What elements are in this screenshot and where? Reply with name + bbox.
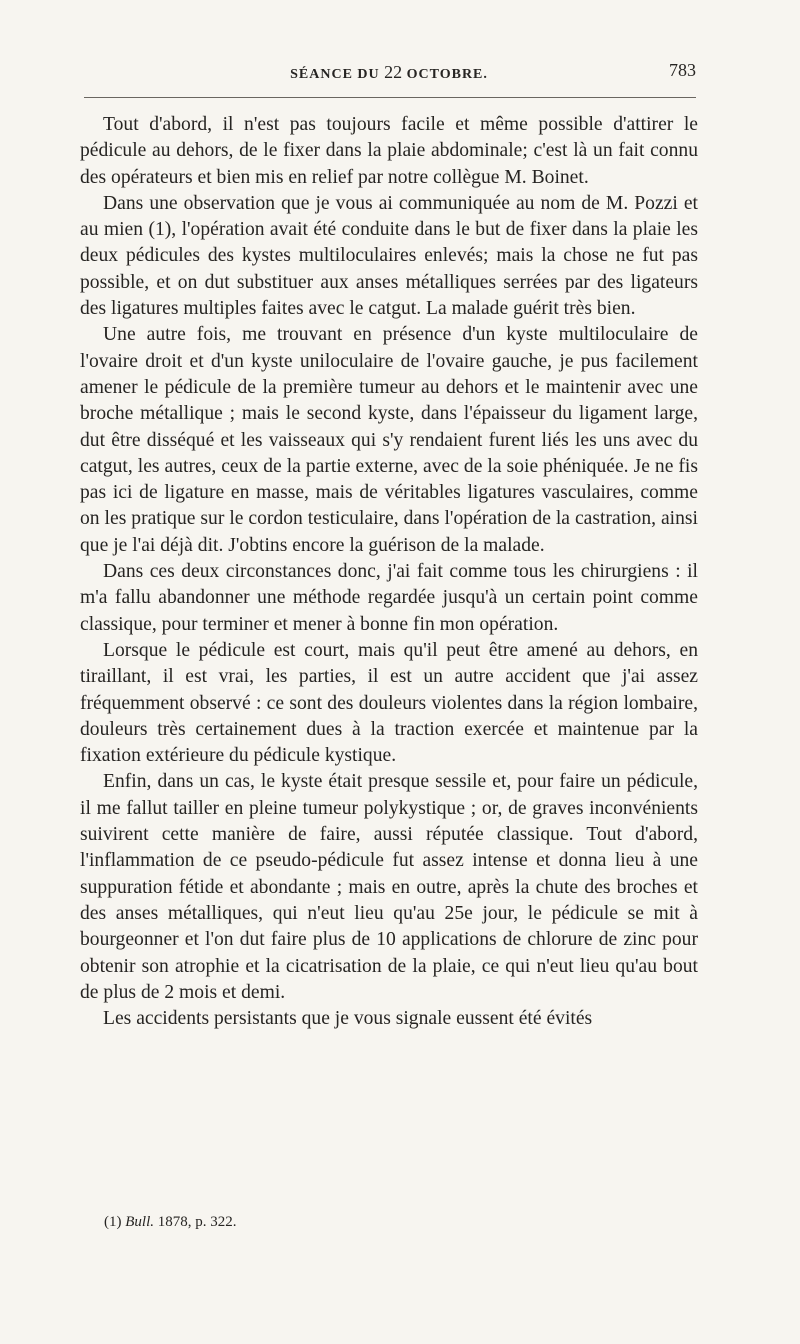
paragraph-2: Dans une observation que je vous ai communiquée au nom de M. Pozzi et au mien (1), l'opération avait été conduite dans le but de fixer dans la plaie les deux pédicules des kystes multiloculaires enlevés; mais la chose ne fut pas possible, et on dut substituer aux anses métalliques serrées par des ligateurs des ligatures multiples faites avec le catgut. La malade guérit très bien. (80, 192, 698, 320)
paragraph-4: Dans ces deux circonstances donc, j'ai fait comme tous les chirurgiens : il m'a fallu abandonner une méthode regardée jusqu'à un certain point comme classique, pour terminer et mener à bonne fin mon opération. (80, 561, 698, 635)
footnote-rest: 1878, p. 322. (157, 1214, 237, 1230)
page-number: 783 (669, 60, 696, 80)
running-title-post: OCTOBRE. (406, 67, 488, 82)
running-title-pre: SÉANCE DU (290, 67, 380, 82)
page-header (80, 60, 698, 86)
footnote-source: Bull. (125, 1214, 154, 1230)
footnote-marker: (1) (104, 1214, 122, 1230)
paragraph-6: Enfin, dans un cas, le kyste était presque sessile et, pour faire un pédicule, il me fallut tailler en pleine tumeur polykystique ; or, de graves inconvénients suivirent cette manière de faire, aussi réputée classique. Tout d'abord, l'inflammation de ce pseudo-pédicule fut assez intense et donna lieu à une suppuration fétide et abondante ; mais en outre, après la chute des broches et des anses métalliques, qui n'eut lieu qu'au 25e jour, le pédicule se mit à bourgeonner et l'on dut faire plus de 10 applications de chlorure de zinc pour obtenir son atrophie et la cicatrisation de la plaie, ce qui n'eut lieu qu'au bout de plus de 2 mois et demi. (80, 771, 698, 1003)
header-rule (84, 97, 696, 98)
running-title-num: 22 (384, 62, 403, 82)
paragraph-3: Une autre fois, me trouvant en présence d'un kyste multiloculaire de l'ovaire droit et d'un kyste uniloculaire de l'ovaire gauche, je pus facilement amener le pédicule de la première tumeur au dehors et le maintenir avec une broche métallique ; mais le second kyste, dans l'épaisseur du ligament large, dut être disséqué et les vaisseaux qui s'y rendaient furent liés les uns avec du catgut, les autres, ceux de la partie externe, avec de la soie phéniquée. Je ne fis pas ici de ligature en masse, mais de véritables ligatures vasculaires, comme on les pratique sur le cordon testiculaire, dans l'opération de la castration, ainsi que je l'ai déjà dit. J'obtins encore la guérison de la malade. (80, 324, 698, 556)
paragraph-5: Lorsque le pédicule est court, mais qu'il peut être amené au dehors, en tiraillant, il est vrai, les parties, il est un autre accident que j'ai assez fréquemment observé : ce sont des douleurs violentes dans la région lombaire, douleurs très certainement dues à la traction exercée et maintenue par la fixation extérieure du pédicule kystique. (80, 639, 698, 767)
paragraph-1: Tout d'abord, il n'est pas toujours facile et même possible d'attirer le pédicule au dehors, de le fixer dans la plaie abdominale; c'est là un fait connu des opérateurs et bien mis en relief par notre collègue M. Boinet. (80, 114, 698, 188)
running-title (80, 62, 698, 83)
paragraph-7: Les accidents persistants que je vous signale eussent été évités (103, 1008, 593, 1030)
body-text (80, 112, 698, 1032)
footnote (104, 1212, 237, 1232)
